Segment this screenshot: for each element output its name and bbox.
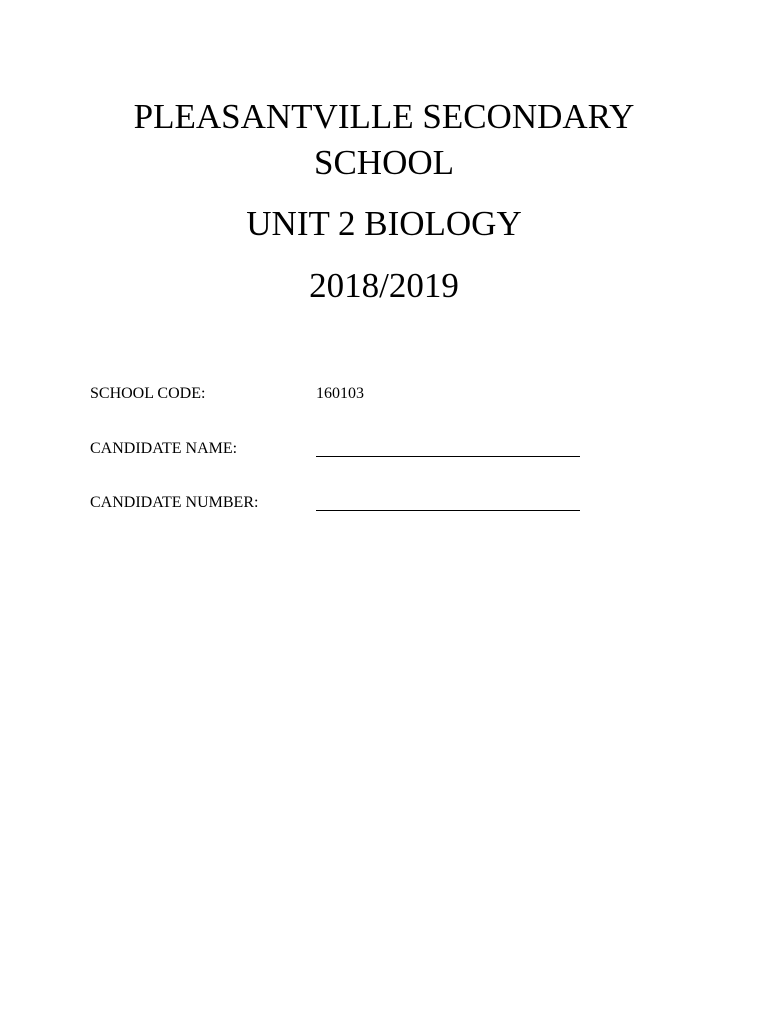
- candidate-number-blank[interactable]: [316, 491, 580, 511]
- candidate-number-label: CANDIDATE NUMBER:: [90, 494, 259, 511]
- school-code-value: 160103: [316, 385, 364, 402]
- candidate-name-blank[interactable]: [316, 437, 580, 457]
- school-code-row: [90, 382, 690, 406]
- school-name-line-1: PLEASANTVILLE SECONDARY: [133, 97, 635, 136]
- school-code-label: SCHOOL CODE:: [90, 385, 206, 402]
- candidate-name-label: CANDIDATE NAME:: [90, 440, 238, 457]
- academic-year: 2018/2019: [309, 266, 459, 305]
- candidate-name-row: [90, 437, 690, 461]
- school-name-line-2: SCHOOL: [313, 143, 455, 182]
- subject-title: UNIT 2 BIOLOGY: [246, 204, 522, 243]
- candidate-number-row: [90, 491, 690, 515]
